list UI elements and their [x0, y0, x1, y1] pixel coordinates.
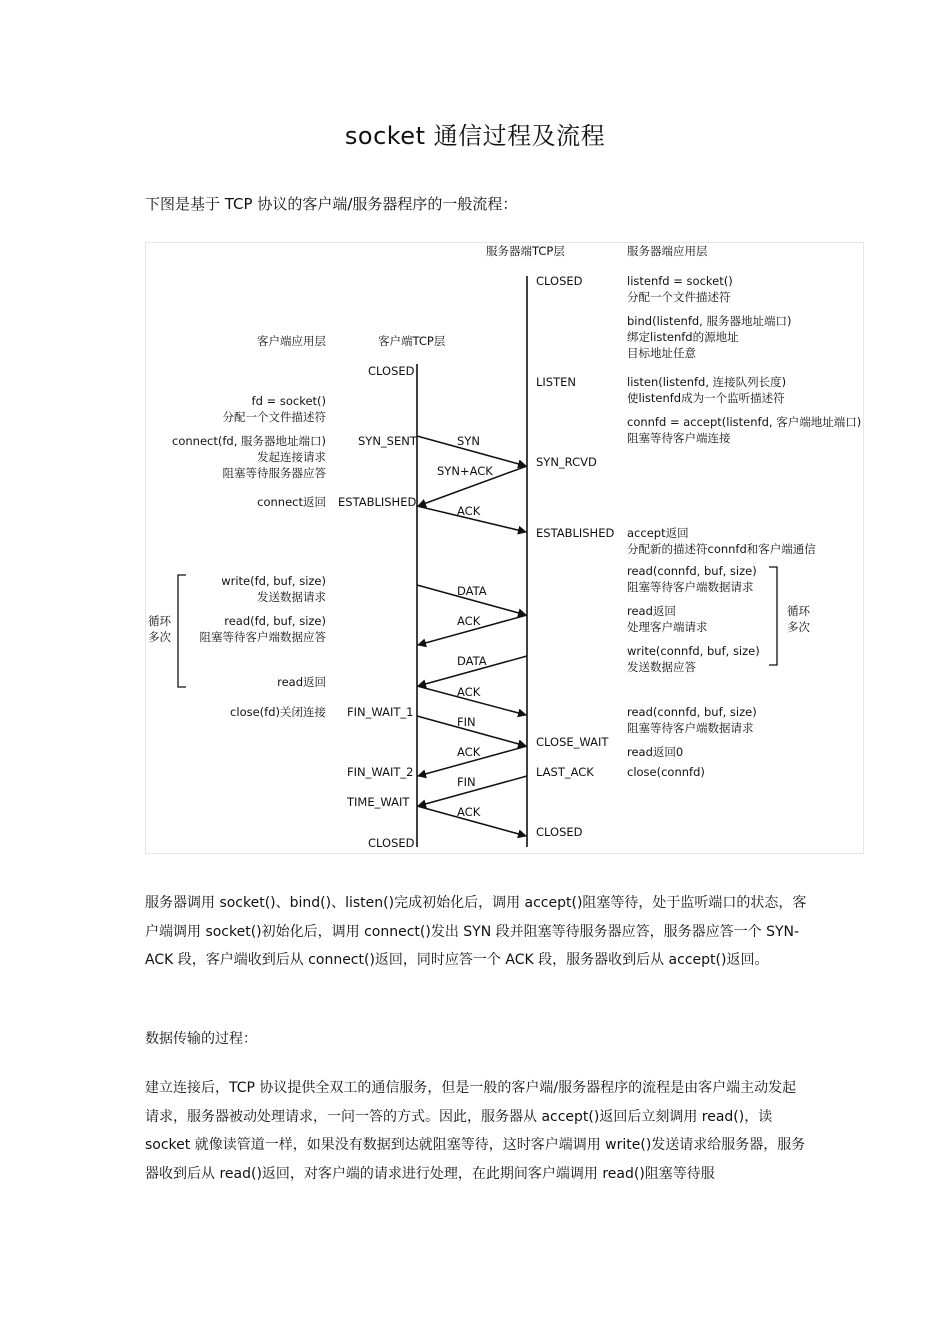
paragraph-handshake: 服务器调用 socket()、bind()、listen()完成初始化后，调用 accept()阻塞等待，处于监听端口的状态，客户端调用 socket()初始化后，调用 connect()发出 SYN 段并阻塞等待服务器应答，服务器应答一个 SYN-ACK 段，客户端收到后从 connect()返回，同时应答一个 ACK 段，服务器收到后从 accept()返回。: [145, 895, 807, 968]
server-app-read-return-desc: 处理客户端请求: [627, 620, 708, 634]
server-app-bind: bind(listenfd, 服务器地址端口): [627, 314, 792, 328]
msg-ack-5: ACK: [457, 805, 481, 819]
client-app-read: read(fd, buf, size): [224, 614, 326, 628]
client-app-read-desc: 阻塞等待客户端数据应答: [199, 630, 326, 644]
client-app-connect-desc2: 阻塞等待服务器应答: [222, 466, 326, 480]
client-app-socket: fd = socket(): [251, 394, 326, 408]
server-state-last-ack: LAST_ACK: [536, 765, 594, 779]
intro-text: 下图是基于 TCP 协议的客户端/服务器程序的一般流程：: [145, 195, 518, 213]
server-state-syn-rcvd: SYN_RCVD: [536, 455, 597, 469]
client-state-syn-sent: SYN_SENT: [358, 434, 417, 448]
client-app-socket-desc: 分配一个文件描述符: [222, 410, 326, 424]
server-app-write: write(connfd, buf, size): [627, 644, 760, 658]
msg-syn: SYN: [457, 434, 480, 448]
server-app-listen: listen(listenfd, 连接队列长度): [627, 375, 787, 389]
client-state-closed-final: CLOSED: [368, 836, 415, 850]
server-app-close: close(connfd): [627, 765, 705, 779]
server-loop-bracket: [769, 567, 777, 665]
client-app-connect-desc: 发起连接请求: [257, 450, 326, 464]
server-app-read-desc: 阻塞等待客户端数据请求: [627, 580, 754, 594]
server-app-socket: listenfd = socket(): [627, 274, 733, 288]
client-state-fin-wait-2: FIN_WAIT_2: [347, 765, 414, 779]
client-app-write-desc: 发送数据请求: [257, 590, 326, 604]
header-server-app: 服务器端应用层: [627, 244, 708, 258]
msg-fin-2: FIN: [457, 775, 476, 789]
server-loop-label-2: 多次: [787, 620, 810, 634]
header-server-tcp: 服务器端TCP层: [486, 244, 565, 258]
server-app-socket-desc: 分配一个文件描述符: [627, 290, 731, 304]
server-state-close-wait: CLOSE_WAIT: [536, 735, 609, 749]
server-app-write-desc: 发送数据应答: [627, 660, 696, 674]
msg-ack-2: ACK: [457, 614, 481, 628]
client-state-established: ESTABLISHED: [338, 495, 417, 509]
client-app-read-return: read返回: [277, 675, 326, 689]
client-app-connect: connect(fd, 服务器地址端口): [172, 434, 326, 448]
tcp-flow-svg: [146, 243, 865, 855]
msg-ack-1: ACK: [457, 504, 481, 518]
server-app-read-2: read(connfd, buf, size): [627, 705, 757, 719]
server-app-listen-desc: 使listenfd成为一个监听描述符: [627, 391, 785, 405]
paragraph-data-transfer: 建立连接后，TCP 协议提供全双工的通信服务，但是一般的客户端/服务器程序的流程是由客户端主动发起请求，服务器被动处理请求，一问一答的方式。因此，服务器从 accept()返回后立刻调用 read()，读 socket 就像读管道一样，如果没有数据到达就阻塞等待，这时客户端调用 write()发送请求给服务器，服务器收到后从 read()返回，对客户端的请求进行处理，在此期间客户端调用 read()阻塞等待服: [145, 1080, 806, 1182]
server-app-read-return-0: read返回0: [627, 745, 684, 759]
msg-ack-4: ACK: [457, 745, 481, 759]
client-loop-bracket: [178, 575, 186, 687]
header-client-tcp: 客户端TCP层: [378, 334, 446, 348]
server-app-read-2-desc: 阻塞等待客户端数据请求: [627, 721, 754, 735]
server-app-bind-desc: 绑定listenfd的源地址: [627, 330, 739, 344]
server-state-closed-final: CLOSED: [536, 825, 583, 839]
server-app-accept-return: accept返回: [627, 526, 689, 540]
client-state-fin-wait-1: FIN_WAIT_1: [347, 705, 414, 719]
server-loop-label-1: 循环: [787, 604, 810, 618]
server-app-read: read(connfd, buf, size): [627, 564, 757, 578]
header-client-app: 客户端应用层: [257, 334, 326, 348]
client-state-closed: CLOSED: [368, 364, 415, 378]
client-app-close: close(fd)关闭连接: [230, 705, 326, 719]
page-title: socket 通信过程及流程: [344, 122, 606, 150]
client-loop-label-1: 循环: [148, 614, 171, 628]
msg-fin-1: FIN: [457, 715, 476, 729]
client-app-connect-return: connect返回: [257, 495, 326, 509]
server-state-listen: LISTEN: [536, 375, 576, 389]
server-app-bind-desc2: 目标地址任意: [627, 346, 696, 360]
server-state-closed: CLOSED: [536, 274, 583, 288]
server-app-read-return: read返回: [627, 604, 676, 618]
msg-data-2: DATA: [457, 654, 487, 668]
msg-ack-3: ACK: [457, 685, 481, 699]
tcp-flow-diagram: [145, 242, 864, 854]
client-loop-label-2: 多次: [148, 630, 171, 644]
client-app-write: write(fd, buf, size): [221, 574, 326, 588]
server-app-accept-return-desc: 分配新的描述符connfd和客户端通信: [627, 542, 816, 556]
server-state-established: ESTABLISHED: [536, 526, 615, 540]
paragraph-data-transfer-heading: 数据传输的过程：: [145, 1031, 257, 1047]
msg-data-1: DATA: [457, 584, 487, 598]
client-state-time-wait: TIME_WAIT: [347, 795, 410, 809]
msg-syn-ack: SYN+ACK: [437, 464, 493, 478]
server-app-accept: connfd = accept(listenfd, 客户端地址端口): [627, 415, 862, 429]
server-app-accept-desc: 阻塞等待客户端连接: [627, 431, 731, 445]
